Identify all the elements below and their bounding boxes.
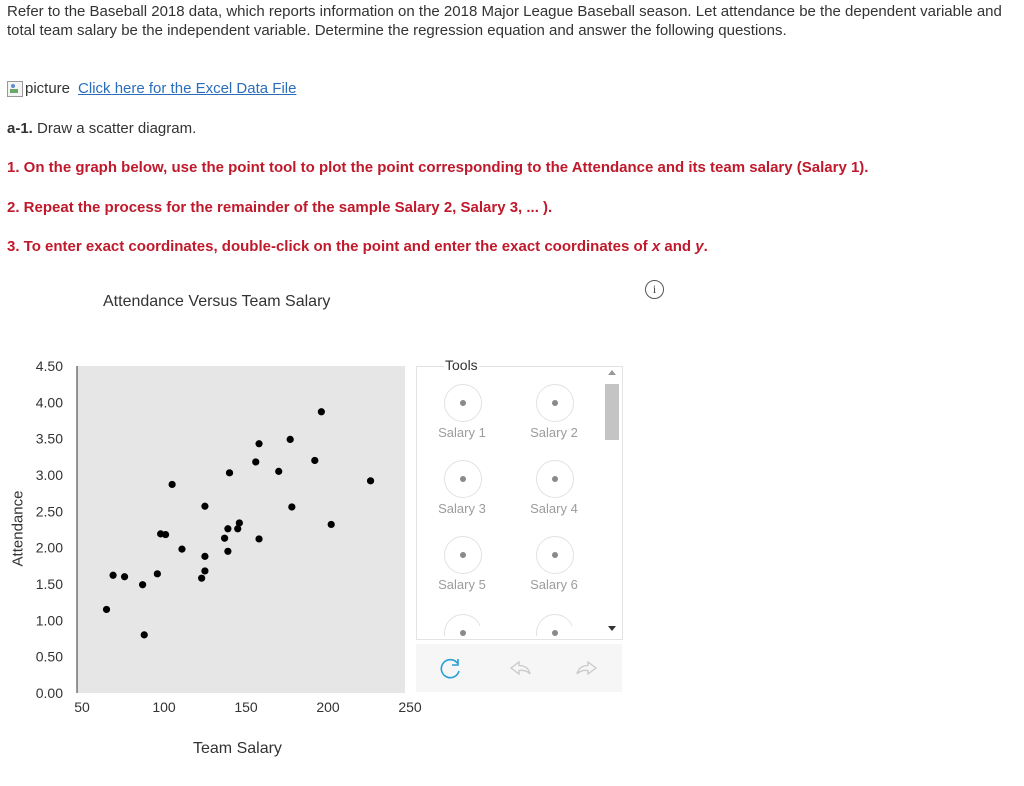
x-tick-label: 150 (234, 699, 258, 715)
reset-button[interactable] (436, 653, 466, 683)
salary-7-point-tool-partial[interactable] (444, 614, 480, 636)
y-tick-label: 0.00 (35, 685, 63, 701)
salary-8-point-tool[interactable] (536, 614, 572, 636)
y-tick-label: 2.00 (35, 539, 63, 556)
scrollbar-thumb[interactable] (605, 384, 619, 440)
salary-8-point-tool-partial[interactable] (536, 614, 572, 636)
picture-alt-text: picture (25, 80, 71, 97)
instruction-step-1: 1. On the graph below, use the point tool to plot the point corresponding to the Attendance and its team salary (Salary 1). (7, 159, 869, 176)
salary-2-point-tool[interactable] (536, 384, 574, 422)
data-point (311, 457, 318, 464)
redo-icon (571, 653, 601, 683)
data-point (139, 581, 146, 588)
salary-4-label: Salary 4 (530, 501, 578, 516)
salary-1-label: Salary 1 (438, 425, 486, 440)
data-point (367, 477, 374, 484)
salary-7-point-tool[interactable] (444, 614, 480, 636)
undo-icon (506, 653, 536, 683)
y-tick-label: 0.50 (35, 648, 63, 665)
y-tick-label: 4.00 (35, 394, 63, 411)
step3-prefix: 3. To enter exact coordinates, double-click on the point and enter the exact coordinates of (7, 238, 652, 255)
data-point (201, 503, 208, 510)
chart-title: Attendance Versus Team Salary (103, 293, 331, 310)
data-point (201, 553, 208, 560)
instruction-step-2: 2. Repeat the process for the remainder of the sample Salary 2, Salary 3, ... ). (7, 199, 553, 216)
y-axis-label: Attendance (9, 490, 27, 567)
y-tick-label: 3.00 (35, 467, 63, 483)
data-point (121, 573, 128, 580)
scroll-down-arrow-icon[interactable] (608, 626, 616, 631)
undo-button[interactable] (506, 653, 536, 683)
salary-5-point-tool[interactable] (444, 536, 482, 574)
tools-title: Tools (445, 357, 478, 373)
data-point (252, 458, 259, 465)
scroll-up-arrow-icon[interactable] (608, 370, 616, 375)
data-point (178, 546, 185, 553)
data-point (328, 521, 335, 528)
data-point (169, 481, 176, 488)
reset-icon (436, 653, 466, 683)
step3-end: . (703, 238, 708, 255)
salary-5-label: Salary 5 (438, 577, 486, 592)
step3-y: y (695, 238, 704, 255)
data-point (224, 548, 231, 555)
y-tick-label: 1.00 (35, 612, 63, 629)
step3-and: and (660, 238, 696, 255)
graph-action-bar (416, 644, 622, 692)
x-axis-label: Team Salary (193, 740, 282, 757)
data-point (236, 519, 243, 526)
salary-3-label: Salary 3 (438, 501, 486, 516)
excel-data-file-link[interactable]: Click here for the Excel Data File (78, 80, 297, 97)
data-point (226, 469, 233, 476)
salary-6-point-tool[interactable] (536, 536, 574, 574)
y-tick-label: 4.50 (35, 358, 63, 374)
x-tick-label: 200 (316, 699, 340, 715)
data-point (288, 503, 295, 510)
data-point (109, 572, 116, 579)
x-tick-label: 50 (74, 699, 90, 715)
y-tick-label: 2.50 (35, 503, 63, 520)
salary-3-point-tool[interactable] (444, 460, 482, 498)
data-point (287, 436, 294, 443)
data-point (162, 531, 169, 538)
intro-text: Refer to the Baseball 2018 data, which reports information on the 2018 Major League Baseball season. Let attendance be the dependent variable and total team salary be the independent variable. Determine the regression equation and answer the following questions. (7, 3, 1002, 39)
data-point (318, 408, 325, 415)
data-point (224, 525, 231, 532)
redo-button[interactable] (571, 653, 601, 683)
data-point (198, 575, 205, 582)
data-point (221, 535, 228, 542)
y-tick-label: 1.50 (35, 576, 63, 592)
x-tick-label: 100 (152, 699, 176, 715)
data-point (255, 535, 262, 542)
data-point (255, 440, 262, 447)
salary-4-point-tool[interactable] (536, 460, 574, 498)
data-point (275, 468, 282, 475)
salary-2-label: Salary 2 (530, 425, 578, 440)
data-point (103, 606, 110, 613)
data-point (201, 567, 208, 574)
data-point (141, 631, 148, 638)
info-icon[interactable]: i (645, 280, 664, 299)
question-label: a-1. (7, 120, 33, 137)
x-tick-label: 250 (398, 699, 422, 715)
data-point (154, 570, 161, 577)
question-text: Draw a scatter diagram. (37, 120, 197, 137)
step3-x: x (651, 238, 661, 255)
salary-6-label: Salary 6 (530, 577, 578, 592)
y-tick-label: 3.50 (35, 430, 63, 447)
salary-1-point-tool[interactable] (444, 384, 482, 422)
